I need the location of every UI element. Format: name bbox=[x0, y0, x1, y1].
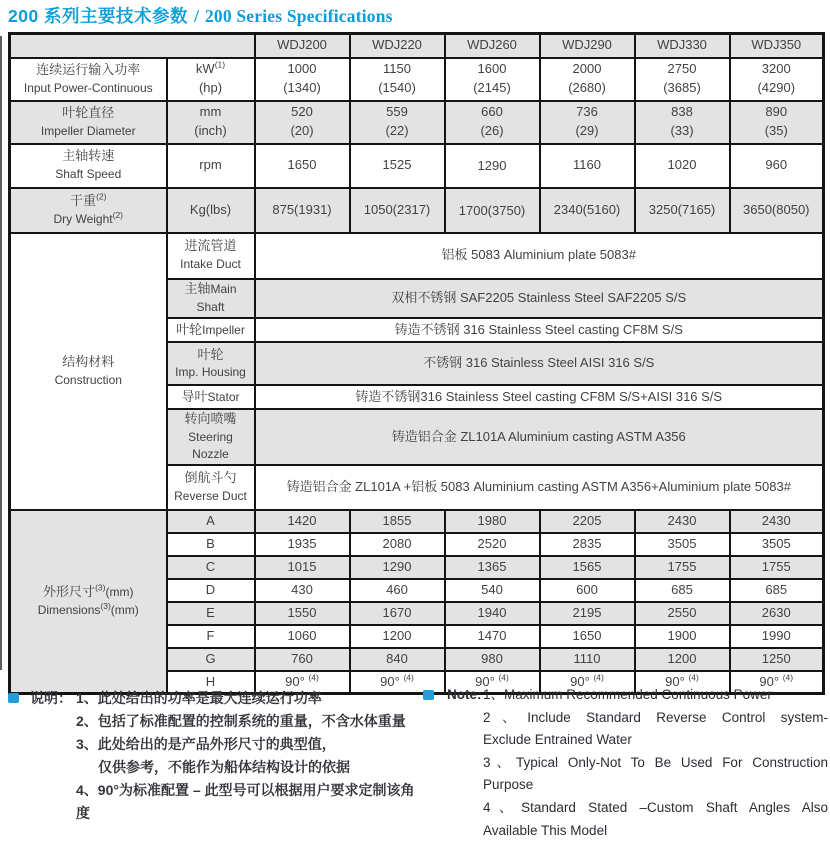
note-line: 2、Include Standard Reverse Control system- bbox=[483, 709, 828, 725]
value-cell: 1060 bbox=[255, 625, 350, 648]
value-cell: 460 bbox=[350, 579, 445, 602]
construction-value: 铸造不锈钢316 Stainless Steel casting CF8M S/S+AISI 316 S/S bbox=[255, 385, 824, 409]
value-cell: 1670 bbox=[350, 602, 445, 625]
value-cell: 2520 bbox=[445, 533, 540, 556]
value-cell: 3650(8050) bbox=[730, 188, 824, 233]
value-cell: 1110 bbox=[540, 648, 635, 671]
note-line: Purpose bbox=[483, 777, 534, 793]
value-cell: 1980 bbox=[445, 510, 540, 533]
unit-main: kW bbox=[195, 61, 215, 77]
row-label-en: Shaft Speed bbox=[55, 167, 122, 182]
value-cell: 1200 bbox=[350, 625, 445, 648]
value-cell: 1600 (2145) bbox=[445, 58, 540, 101]
value-cell: 1550 bbox=[255, 602, 350, 625]
value-cell: 1900 bbox=[635, 625, 730, 648]
value-cell: 1020 bbox=[635, 144, 730, 188]
value-cell: 2550 bbox=[635, 602, 730, 625]
row-label-en: Input Power-Continuous bbox=[23, 80, 153, 95]
value-cell: 430 bbox=[255, 579, 350, 602]
value-cell: 90° $^{(4)}$ bbox=[350, 671, 445, 694]
unit-cell bbox=[167, 101, 255, 144]
value-cell: 1420 bbox=[255, 510, 350, 533]
row-dry-weight bbox=[10, 188, 824, 233]
label-footnote: (2) bbox=[112, 209, 124, 220]
note-line: 1、此处给出的功率是最大连续运行功率 bbox=[76, 690, 322, 706]
note-line: 2、包括了标准配置的控制系统的重量，不含水体重量 bbox=[76, 713, 406, 729]
row-intake-duct bbox=[10, 233, 824, 279]
note-line: Available This Model bbox=[483, 822, 608, 838]
value-cell: 3505 bbox=[635, 533, 730, 556]
construction-sub-label: 进流管道 Intake Duct bbox=[167, 233, 255, 279]
value-cell: 875(1931) bbox=[255, 188, 350, 233]
value-cell: 1940 bbox=[445, 602, 540, 625]
model-header: WDJ220 bbox=[350, 34, 445, 58]
note-bullet-icon bbox=[423, 690, 434, 700]
dimension-key: A bbox=[167, 510, 255, 533]
value-cell: 1565 bbox=[540, 556, 635, 579]
value-cell: 960 bbox=[730, 144, 824, 188]
value-cell: 2205 bbox=[540, 510, 635, 533]
label-footnote: (2) bbox=[96, 191, 107, 202]
unit-sub: (inch) bbox=[194, 123, 227, 138]
value-cell: 1050(2317) bbox=[350, 188, 445, 233]
row-label bbox=[10, 144, 167, 188]
label-footnote: (3) bbox=[95, 583, 106, 594]
construction-value: 铸造不锈钢 316 Stainless Steel casting CF8M S/S bbox=[255, 318, 824, 342]
value-cell: 1855 bbox=[350, 510, 445, 533]
dimension-key: H bbox=[167, 671, 255, 694]
value-cell: 600 bbox=[540, 579, 635, 602]
model-header: WDJ200 bbox=[255, 34, 350, 58]
dimension-key: D bbox=[167, 579, 255, 602]
dimension-key: G bbox=[167, 648, 255, 671]
value-cell: 760 bbox=[255, 648, 350, 671]
note-bullet-icon bbox=[8, 693, 19, 703]
unit-sub: (hp) bbox=[198, 80, 223, 95]
model-header-row bbox=[10, 34, 824, 58]
value-cell: 1290 bbox=[445, 144, 540, 188]
angle-footnote: (4) bbox=[308, 672, 319, 683]
value-cell: 980 bbox=[445, 648, 540, 671]
value-cell: 1525 bbox=[350, 144, 445, 188]
construction-sub-label: 转向喷嘴 Steering Nozzle bbox=[167, 409, 255, 465]
value-cell: 3250(7165) bbox=[635, 188, 730, 233]
angle-footnote: (4) bbox=[498, 672, 509, 683]
value-cell: 2750 (3685) bbox=[635, 58, 730, 101]
unit-cell: Kg(lbs) bbox=[167, 188, 255, 233]
value-cell: 838 (33) bbox=[635, 101, 730, 144]
dimension-key: B bbox=[167, 533, 255, 556]
angle-footnote: (4) bbox=[688, 672, 699, 683]
row-input-power bbox=[10, 58, 824, 101]
value-cell: 1935 bbox=[255, 533, 350, 556]
notes-chinese-heading: 说明： bbox=[30, 690, 72, 706]
value-cell: 1650 bbox=[255, 144, 350, 188]
row-label bbox=[10, 101, 167, 144]
value-cell: 1290 bbox=[350, 556, 445, 579]
notes-chinese-lines bbox=[76, 687, 420, 825]
value-cell: 1755 bbox=[635, 556, 730, 579]
value-cell: 1250 bbox=[730, 648, 824, 671]
value-cell: 1150 (1540) bbox=[350, 58, 445, 101]
value-cell: 559 (22) bbox=[350, 101, 445, 144]
dimension-key: F bbox=[167, 625, 255, 648]
value-cell: 2430 bbox=[730, 510, 824, 533]
value-cell: 1160 bbox=[540, 144, 635, 188]
dimensions-section-label: 外形尺寸$^{(3)}$(mm) Dimensions$^{(3)}$(mm) bbox=[10, 510, 167, 694]
row-label bbox=[10, 188, 167, 233]
value-cell: 1470 bbox=[445, 625, 540, 648]
angle-footnote: (4) bbox=[782, 672, 794, 683]
note-line: 仅供参考，不能作为船体结构设计的依据 bbox=[98, 759, 350, 775]
unit-cell: rpm bbox=[167, 144, 255, 188]
construction-value: 铸造铝合金 ZL101A Aluminium casting ASTM A356 bbox=[255, 409, 824, 465]
model-header: WDJ260 bbox=[445, 34, 540, 58]
section-label-zh: 结构材料 bbox=[62, 354, 115, 370]
note-line: 3、Typical Only-Not To Be Used For Construction bbox=[483, 754, 828, 770]
dimension-key: E bbox=[167, 602, 255, 625]
value-cell: 1200 bbox=[635, 648, 730, 671]
unit-cell bbox=[167, 58, 255, 101]
row-shaft-speed bbox=[10, 144, 824, 188]
value-cell: 2835 bbox=[540, 533, 635, 556]
value-cell: 90° $^{(4)}$ bbox=[255, 671, 350, 694]
page-title-english: 200 Series Specifications bbox=[204, 6, 393, 26]
row-impeller-diameter bbox=[10, 101, 824, 144]
row-label-zh: 叶轮直径 bbox=[62, 104, 115, 120]
scan-edge-artifact bbox=[0, 36, 2, 670]
note-line: 4、90°为标准配置 – 此型号可以根据用户要求定制该角度 bbox=[76, 782, 415, 821]
value-cell: 3200 (4290) bbox=[730, 58, 824, 101]
value-cell: 2000 (2680) bbox=[540, 58, 635, 101]
notes-chinese bbox=[30, 687, 420, 825]
value-cell: 736 (29) bbox=[540, 101, 635, 144]
note-line: Exclude Entrained Water bbox=[483, 732, 632, 748]
value-cell: 2340(5160) bbox=[540, 188, 635, 233]
page-title-separator: / bbox=[194, 6, 199, 26]
value-cell: 90° $^{(4)}$ bbox=[730, 671, 824, 694]
value-cell: 1015 bbox=[255, 556, 350, 579]
page-title-chinese: 200 系列主要技术参数 bbox=[8, 6, 189, 26]
value-cell: 2630 bbox=[730, 602, 824, 625]
value-cell: 520 (20) bbox=[255, 101, 350, 144]
construction-sub-label: 倒航斗勺 Reverse Duct bbox=[167, 465, 255, 510]
construction-value: 铸造铝合金 ZL101A +铝板 5083 Aluminium casting ASTM A356+Aluminium plate 5083# bbox=[255, 465, 824, 510]
model-header: WDJ350 bbox=[730, 34, 824, 58]
construction-sub-label: 叶轮 Imp. Housing bbox=[167, 342, 255, 385]
row-label-en: Dry Weight$^{(2)}$ bbox=[53, 209, 124, 226]
value-cell: 3505 bbox=[730, 533, 824, 556]
value-cell: 685 bbox=[730, 579, 824, 602]
model-header: WDJ290 bbox=[540, 34, 635, 58]
corner-cell bbox=[10, 34, 255, 58]
row-label-zh: 主轴转速 bbox=[62, 148, 115, 164]
page-title bbox=[8, 3, 393, 28]
model-header: WDJ330 bbox=[635, 34, 730, 58]
notes-english bbox=[447, 684, 828, 842]
value-cell: 540 bbox=[445, 579, 540, 602]
construction-sub-label: 导叶Stator bbox=[167, 385, 255, 409]
value-cell: 1990 bbox=[730, 625, 824, 648]
value-cell: 1700(3750) bbox=[445, 188, 540, 233]
value-cell: 1755 bbox=[730, 556, 824, 579]
dimension-key: C bbox=[167, 556, 255, 579]
construction-sub-label: 主轴Main Shaft bbox=[167, 279, 255, 319]
row-label-en: Impeller Diameter bbox=[40, 123, 136, 138]
notes-english-lines bbox=[483, 684, 828, 842]
value-cell: 685 bbox=[635, 579, 730, 602]
unit-main: mm bbox=[199, 104, 222, 120]
notes-english-heading: Note: bbox=[447, 687, 482, 702]
value-cell: 2195 bbox=[540, 602, 635, 625]
construction-sub-label: 叶轮Impeller bbox=[167, 318, 255, 342]
note-line: 3、此处给出的是产品外形尺寸的典型值， bbox=[76, 736, 336, 752]
value-cell: 2080 bbox=[350, 533, 445, 556]
value-cell: 840 bbox=[350, 648, 445, 671]
value-cell: 1650 bbox=[540, 625, 635, 648]
construction-value: 双相不锈钢 SAF2205 Stainless Steel SAF2205 S/S bbox=[255, 279, 824, 319]
row-label bbox=[10, 58, 167, 101]
row-label-zh: 连续运行输入功率 bbox=[36, 61, 141, 77]
construction-value: 铝板 5083 Aluminium plate 5083# bbox=[255, 233, 824, 279]
value-cell: 2430 bbox=[635, 510, 730, 533]
row-dimension-A bbox=[10, 510, 824, 533]
specifications-table bbox=[8, 32, 825, 695]
section-label-en: Construction bbox=[54, 372, 122, 387]
value-cell: 660 (26) bbox=[445, 101, 540, 144]
angle-footnote: (4) bbox=[403, 672, 414, 683]
value-cell: 90° $^{(4)}$ bbox=[445, 671, 540, 694]
value-cell: 1000 (1340) bbox=[255, 58, 350, 101]
row-label-zh: 干重$^{(2)}$ bbox=[70, 191, 107, 208]
value-cell: 90° $^{(4)}$ bbox=[635, 671, 730, 694]
value-cell: 90° $^{(4)}$ bbox=[540, 671, 635, 694]
label-footnote: (3) bbox=[100, 601, 111, 612]
value-cell: 1365 bbox=[445, 556, 540, 579]
unit-footnote: (1) bbox=[214, 59, 226, 70]
construction-value: 不锈钢 316 Stainless Steel AISI 316 S/S bbox=[255, 342, 824, 385]
note-line: 1、Maximum Recommended Continuous Power bbox=[483, 687, 772, 702]
angle-footnote: (4) bbox=[593, 672, 604, 683]
value-cell: 890 (35) bbox=[730, 101, 824, 144]
construction-section-label bbox=[10, 233, 167, 510]
note-line: 4、Standard Stated –Custom Shaft Angles Also bbox=[483, 799, 828, 815]
